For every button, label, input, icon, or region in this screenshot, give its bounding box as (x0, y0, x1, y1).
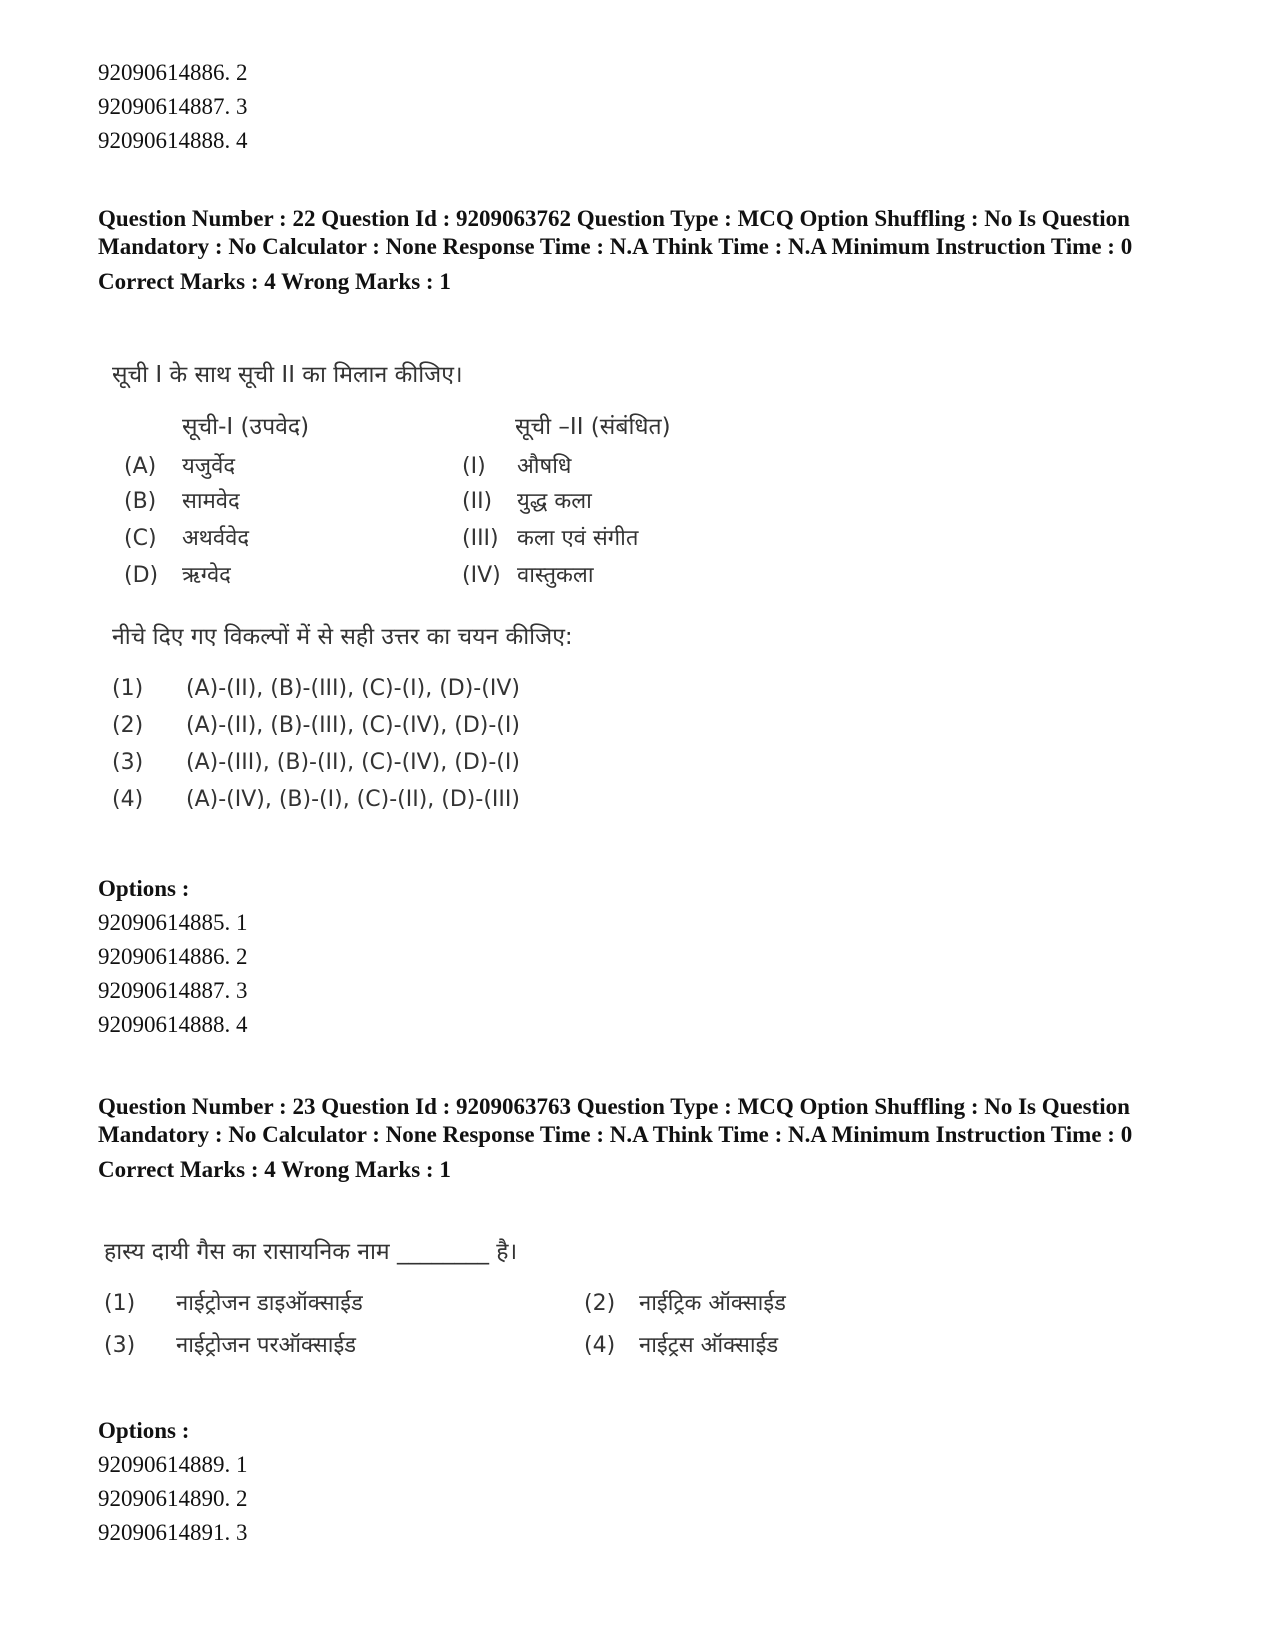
option-line: 92090614891. 3 (98, 1520, 248, 1545)
q22-header (98, 205, 1188, 296)
q22-question: सूची I के साथ सूची II का मिलान कीजिए। सूची-I (उपवेद) सूची –II (संबंधित) (A) यजुर्वेद (B) सामवेद (C) अथर्ववेद (D) ऋग्वेद (I) औषधि (II) युद्ध कला (III) कला एवं संगीत (IV) वास्तुकला नीचे दिए गए विकल्पों में से सही उत्तर का चयन कीजिए: (1) (A)-(II), (B)-(III), (C)-(I), (D)-(IV) (2) (A)-(II), (B)-(III), (C)-(IV), (D)-(I) (3) (A)-(III), (B)-(II), (C)-(IV), (D)-(I) (4) (A)-(IV), (B)-(I), (C)-(II), (D)-(III) (112, 362, 671, 812)
option-line: 92090614887. 3 (98, 978, 248, 1003)
top-options (98, 56, 248, 158)
q23-marks: Correct Marks : 4 Wrong Marks : 1 (98, 1157, 451, 1182)
q23-options (98, 1414, 248, 1550)
option-line: 92090614886. 2 (98, 60, 248, 85)
q23-header (98, 1093, 1188, 1184)
option-line: 92090614885. 1 (98, 910, 248, 935)
q23-meta: Question Number : 23 Question Id : 9209063763 Question Type : MCQ Option Shuffling : No Is Question Mandatory : No Calculator : None Response Time : N.A Think Time : N.A Minimum Instruction Time : 0 (98, 1094, 1133, 1147)
q22-meta: Question Number : 22 Question Id : 9209063762 Question Type : MCQ Option Shuffling : No Is Question Mandatory : No Calculator : None Response Time : N.A Think Time : N.A Minimum Instruction Time : 0 (98, 206, 1133, 259)
option-line: 92090614889. 1 (98, 1452, 248, 1477)
q22-stem: सूची I के साथ सूची II का मिलान कीजिए। (112, 362, 463, 388)
option-line: 92090614888. 4 (98, 128, 248, 153)
option-line: 92090614890. 2 (98, 1486, 248, 1511)
options-label: Options : (98, 1418, 190, 1443)
q23-question: हास्य दायी गैस का रासायनिक नाम ________ है। (1) नाईट्रोजन डाइऑक्साईड (2) नाईट्रिक ऑक्साईड (3) नाईट्रोजन परऑक्साईड (4) नाईट्रस ऑक्साईड (104, 1239, 786, 1358)
list1-header: सूची-I (उपवेद) (182, 414, 310, 440)
option-line: 92090614888. 4 (98, 1012, 248, 1037)
option-line: 92090614887. 3 (98, 94, 248, 119)
q22-instruction: नीचे दिए गए विकल्पों में से सही उत्तर का चयन कीजिए: (112, 624, 573, 650)
q22-options (98, 872, 248, 1042)
list2-header: सूची –II (संबंधित) (515, 414, 671, 440)
q23-stem: हास्य दायी गैस का रासायनिक नाम ________ है। (104, 1239, 518, 1265)
q22-marks: Correct Marks : 4 Wrong Marks : 1 (98, 269, 451, 294)
option-line: 92090614886. 2 (98, 944, 248, 969)
options-label: Options : (98, 876, 190, 901)
